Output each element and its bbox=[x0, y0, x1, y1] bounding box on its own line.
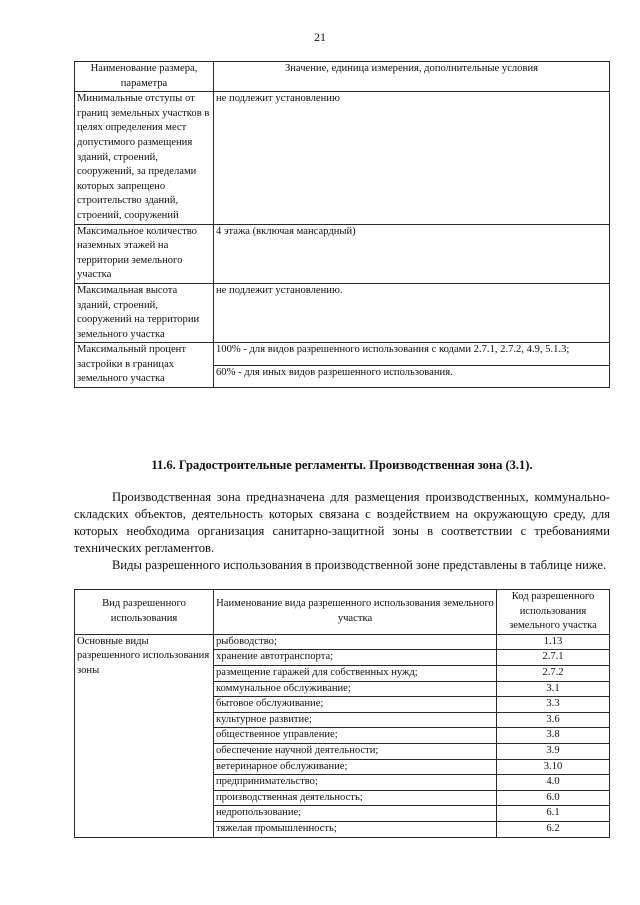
use-code: 3.3 bbox=[497, 697, 610, 713]
parameter-name: Максимальная высота зданий, строений, сооружений на территории земельного участка bbox=[75, 283, 214, 342]
use-code: 3.6 bbox=[497, 712, 610, 728]
table-header-row bbox=[75, 590, 610, 635]
use-name: культурное развитие; bbox=[214, 712, 497, 728]
use-name: тяжелая промышленность; bbox=[214, 821, 497, 837]
table-header-row bbox=[75, 62, 610, 92]
parameters-table bbox=[74, 61, 610, 388]
use-name: ветеринарное обслуживание; bbox=[214, 759, 497, 775]
use-name: рыбоводство; bbox=[214, 634, 497, 650]
use-code: 3.8 bbox=[497, 728, 610, 744]
use-name: бытовое обслуживание; bbox=[214, 697, 497, 713]
table-row bbox=[75, 343, 610, 365]
use-code: 2.7.1 bbox=[497, 650, 610, 666]
permitted-uses-table bbox=[74, 589, 610, 838]
use-code: 3.1 bbox=[497, 681, 610, 697]
use-name: производственная деятельность; bbox=[214, 790, 497, 806]
zone-description-paragraph: Производственная зона предназначена для размещения производственных, коммунально-складских объектов, деятельность которых связана с воздействием на окружающую среду, для которых необходима организация санитарно-защитной зоны в соответствии с требованиями технических регламентов. bbox=[74, 490, 610, 555]
header-parameter-name: Наименование размера, параметра bbox=[75, 62, 214, 92]
use-code: 3.10 bbox=[497, 759, 610, 775]
table-row bbox=[75, 92, 610, 224]
use-group-label: Основные виды разрешенного использования зоны bbox=[75, 634, 214, 837]
use-name: обеспечение научной деятельности; bbox=[214, 743, 497, 759]
section-heading: 11.6. Градостроительные регламенты. Производственная зона (3.1). bbox=[151, 458, 533, 472]
header-use-name: Наименование вида разрешенного использования земельного участка bbox=[214, 590, 497, 635]
header-use-code: Код разрешенного использования земельного участка bbox=[497, 590, 610, 635]
use-code: 3.9 bbox=[497, 743, 610, 759]
use-name: недропользование; bbox=[214, 806, 497, 822]
parameter-value: не подлежит установлению. bbox=[214, 283, 610, 342]
use-code: 6.2 bbox=[497, 821, 610, 837]
parameter-name: Максимальное количество наземных этажей на территории земельного участка bbox=[75, 224, 214, 283]
parameter-value: 100% - для видов разрешенного использования с кодами 2.7.1, 2.7.2, 4.9, 5.1.3; bbox=[214, 343, 610, 365]
use-name: общественное управление; bbox=[214, 728, 497, 744]
use-code: 6.1 bbox=[497, 806, 610, 822]
use-name: коммунальное обслуживание; bbox=[214, 681, 497, 697]
parameter-name: Максимальный процент застройки в границах земельного участка bbox=[75, 343, 214, 388]
use-code: 2.7.2 bbox=[497, 665, 610, 681]
page-number: 21 bbox=[314, 30, 326, 44]
use-name: предпринимательство; bbox=[214, 775, 497, 791]
parameter-name: Минимальные отступы от границ земельных участков в целях определения мест допустимого размещения зданий, строений, сооружений, за пределами которых запрещено строительство зданий, строений, сооружений bbox=[75, 92, 214, 224]
table-intro-paragraph: Виды разрешенного использования в производственной зоне представлены в таблице ниже. bbox=[112, 558, 607, 572]
use-code: 6.0 bbox=[497, 790, 610, 806]
parameter-value: 4 этажа (включая мансардный) bbox=[214, 224, 610, 283]
use-code: 4.0 bbox=[497, 775, 610, 791]
table-row bbox=[75, 634, 610, 650]
header-use-type: Вид разрешенного использования bbox=[75, 590, 214, 635]
parameter-value-secondary: 60% - для иных видов разрешенного использования. bbox=[214, 365, 610, 387]
use-name: хранение автотранспорта; bbox=[214, 650, 497, 666]
header-parameter-value: Значение, единица измерения, дополнительные условия bbox=[214, 62, 610, 92]
use-code: 1.13 bbox=[497, 634, 610, 650]
table-row bbox=[75, 283, 610, 342]
parameter-value: не подлежит установлению bbox=[214, 92, 610, 224]
table-row bbox=[75, 224, 610, 283]
use-name: размещение гаражей для собственных нужд; bbox=[214, 665, 497, 681]
